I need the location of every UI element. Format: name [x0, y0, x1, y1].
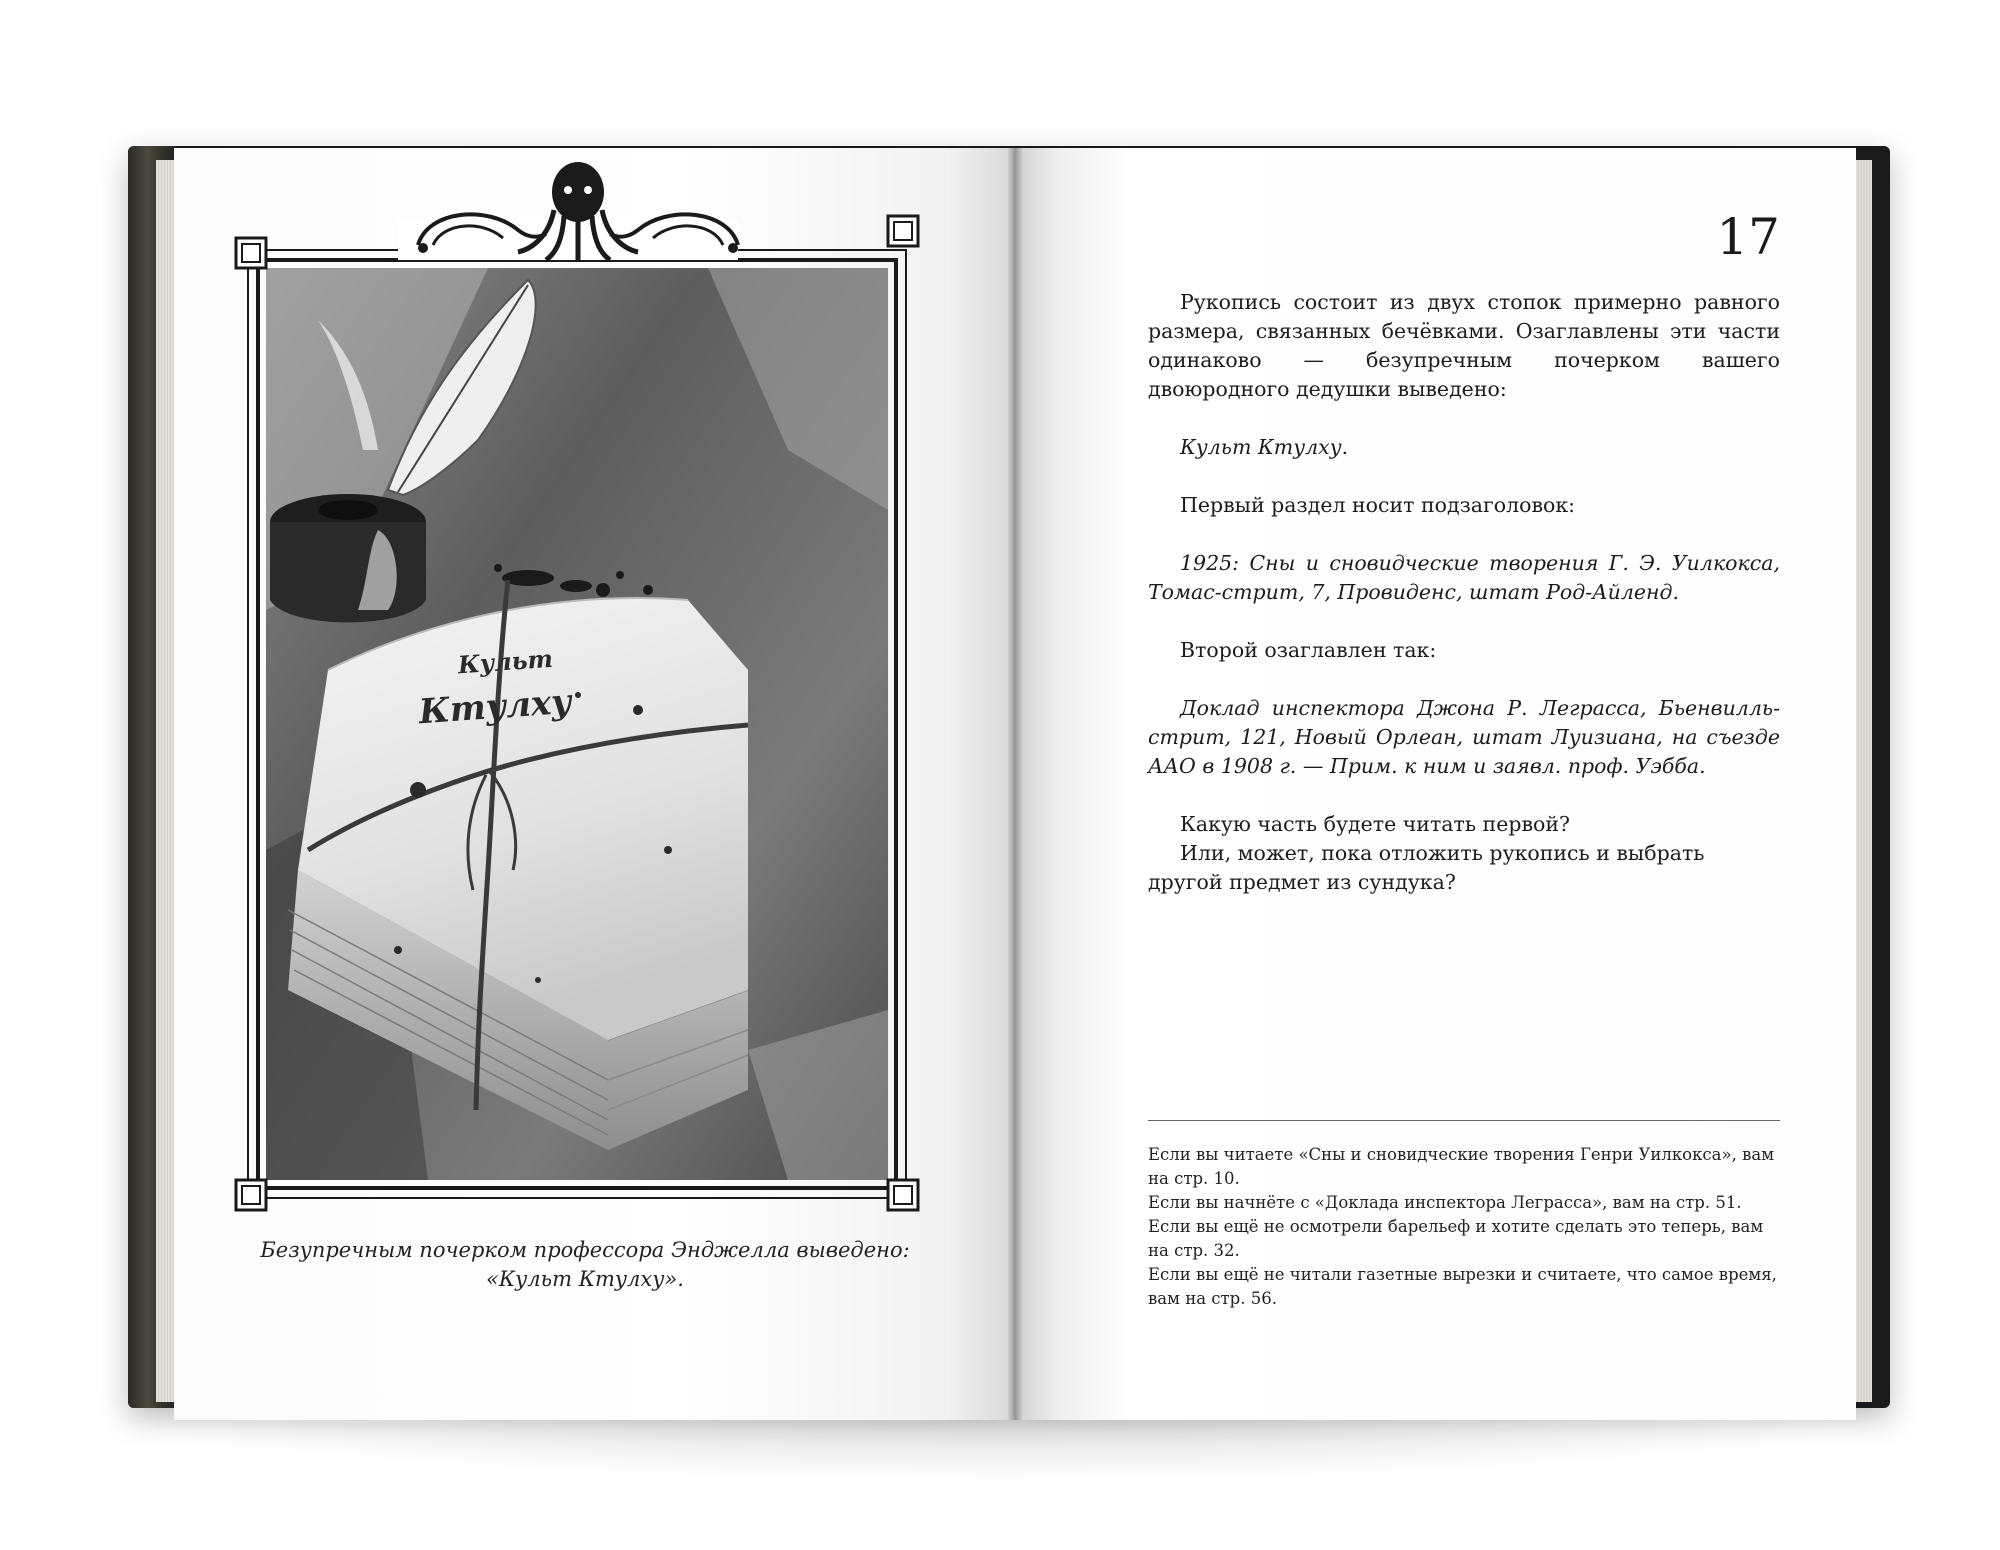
choice-footnotes	[1148, 1143, 1780, 1311]
paragraph-second-section: Второй озаглавлен так:	[1180, 638, 1437, 662]
paragraph-second-subtitle: Доклад инспектора Джона Р. Леграсса, Бьенвилль-стрит, 121, Новый Орлеан, штат Луизиана, на съезде ААО в 1908 г. — Прим. к ним и заявл. проф. Уэбба.	[1148, 696, 1780, 778]
choice-bas-relief: Если вы ещё не осмотрели барельеф и хотите сделать это теперь, вам на стр. 32.	[1148, 1217, 1764, 1260]
choice-dreams: Если вы читаете «Сны и сновидческие творения Генри Уилкокса», вам на стр. 10.	[1148, 1145, 1775, 1188]
footnote-divider	[1148, 1120, 1780, 1121]
ink-bottle-drawing	[270, 494, 426, 623]
paragraph-first-section: Первый раздел носит подзаголовок:	[1180, 493, 1576, 517]
cthulhu-ornament-icon	[398, 162, 738, 262]
paragraph-alternative: Или, может, пока отложить рукопись и выбрать другой предмет из сундука?	[1148, 841, 1705, 894]
paragraph-first-subtitle: 1925: Сны и сновидческие творения Г. Э. Уилкокса, Томас-стрит, 7, Провиденс, штат Род-Айленд.	[1148, 551, 1780, 604]
illustration-title-line2: Ктулху	[417, 681, 573, 733]
manuscript-illustration	[228, 150, 928, 1250]
book-gutter	[1008, 148, 1022, 1420]
caption-line-1: Безупречным почерком профессора Энджелла выведено:	[260, 1238, 910, 1262]
paragraph-title: Культ Ктулху.	[1180, 435, 1349, 459]
paragraph-question: Какую часть будете читать первой?	[1180, 812, 1571, 836]
caption-line-2: «Культ Ктулху».	[486, 1267, 684, 1291]
choice-legrasse: Если вы начнёте с «Доклада инспектора Леграсса», вам на стр. 51.	[1148, 1193, 1742, 1212]
illustration-caption	[240, 1236, 930, 1294]
chapter-body	[1148, 288, 1780, 897]
page-number: 17	[1716, 208, 1780, 266]
paragraph-intro: Рукопись состоит из двух стопок примерно равного размера, связанных бечёвками. Озаглавлены эти части одинаково — безупречным почерком вашего двоюродного дедушки выведено:	[1148, 290, 1780, 401]
choice-clippings: Если вы ещё не читали газетные вырезки и считаете, что самое время, вам на стр. 56.	[1148, 1265, 1777, 1308]
illustration-title-line1: Культ	[457, 643, 554, 680]
